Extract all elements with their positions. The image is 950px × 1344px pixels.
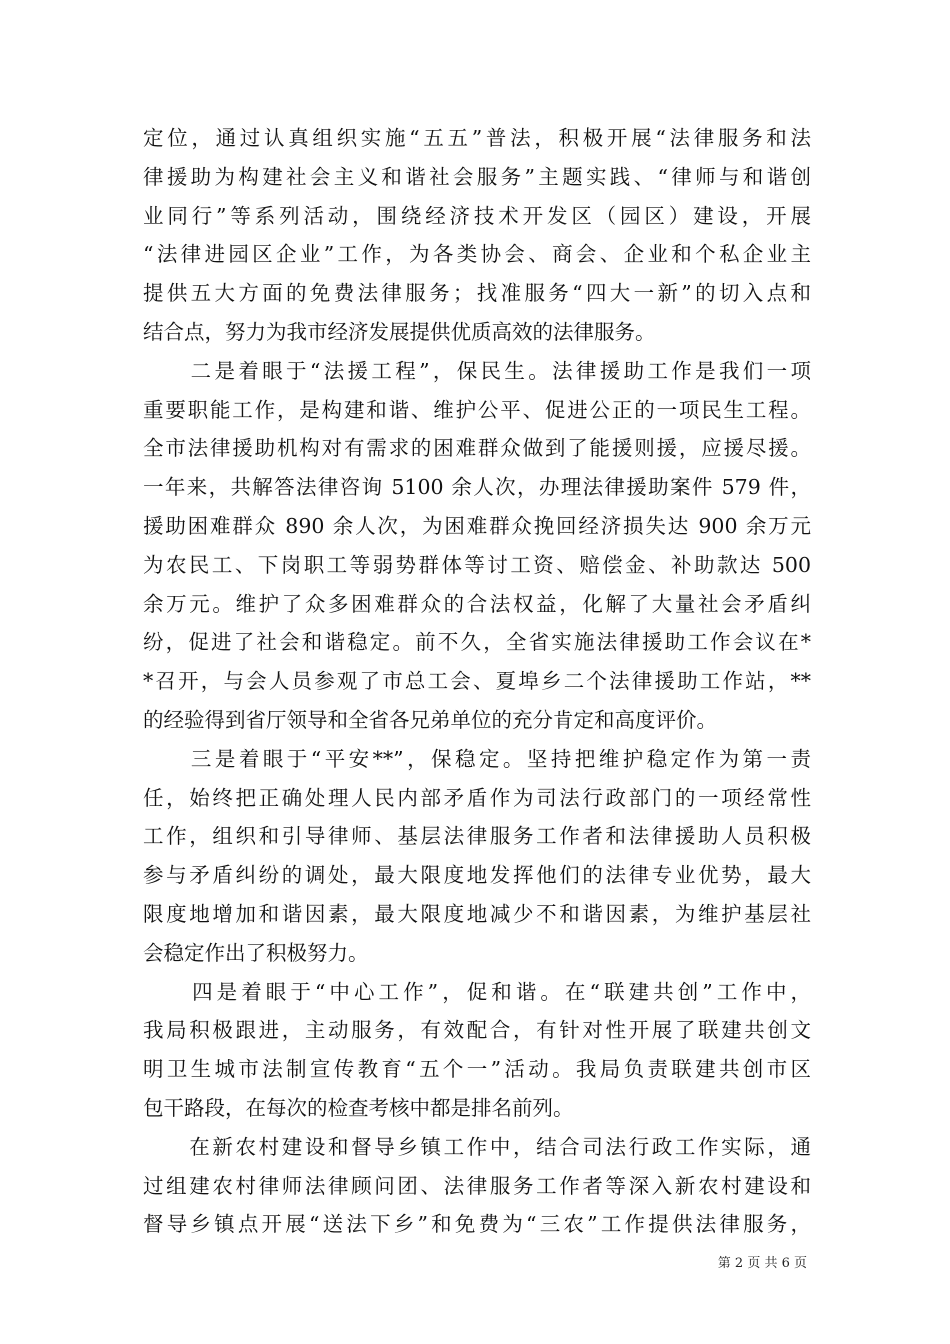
text-line: 定位，通过认真组织实施“五五”普法，积极开展“法律服务和法 [143,126,811,150]
text-line: 三是着眼于“平安**”，保稳定。坚持把维护稳定作为第一责 [143,746,811,771]
text-line: 任，始终把正确处理人民内部矛盾作为司法行政部门的一项经常性 [143,785,811,810]
page-number: 第 2 页 共 6 页 [717,1256,807,1271]
text-line: 在新农村建设和督导乡镇工作中，结合司法行政工作实际，通 [143,1134,811,1159]
text-line: 纷，促进了社会和谐稳定。前不久，全省实施法律援助工作会议在* [143,630,811,655]
text-line: 参与矛盾纠纷的调处，最大限度地发挥他们的法律专业优势，最大 [143,863,811,888]
text-line: 的经验得到省厅领导和全省各兄弟单位的充分肯定和高度评价。 [143,707,717,732]
text-line: 余万元。维护了众多困难群众的合法权益，化解了大量社会矛盾纠 [143,591,811,616]
text-line: 二是着眼于“法援工程”，保民生。法律援助工作是我们一项 [143,358,811,383]
text-line: 四是着眼于“中心工作”，促和谐。在“联建共创”工作中， [143,979,811,1004]
text-line: 一年来，共解答法律咨询 5100 余人次，办理法律援助案件 579 件， [143,475,811,500]
document-body [143,119,811,1244]
text-line: 会稳定作出了积极努力。 [143,940,369,965]
text-line: “法律进园区企业”工作，为各类协会、商会、企业和个私企业主 [143,242,811,267]
text-line: 律援助为构建社会主义和谐社会服务”主题实践、“律师与和谐创 [143,164,811,189]
text-line: 明卫生城市法制宣传教育“五个一”活动。我局负责联建共创市区 [143,1057,811,1082]
text-line: 为农民工、下岗职工等弱势群体等讨工资、赔偿金、补助款达 500 [143,552,811,577]
text-line: 提供五大方面的免费法律服务；找准服务“四大一新”的切入点和 [143,281,811,306]
text-line: 全市法律援助机构对有需求的困难群众做到了能援则援，应援尽援。 [143,436,811,461]
text-line: 援助困难群众 890 余人次，为困难群众挽回经济损失达 900 余万元 [143,513,811,538]
text-line: 业同行”等系列活动，围绕经济技术开发区（园区）建设，开展 [143,203,811,228]
text-line: 督导乡镇点开展“送法下乡”和免费为“三农”工作提供法律服务， [143,1212,811,1237]
text-line: 包干路段，在每次的检查考核中都是排名前列。 [143,1095,574,1120]
text-line: 工作，组织和引导律师、基层法律服务工作者和法律援助人员积极 [143,824,811,849]
text-line: 重要职能工作，是构建和谐、维护公平、促进公正的一项民生工程。 [143,397,811,422]
text-line: 我局积极跟进，主动服务，有效配合，有针对性开展了联建共创文 [143,1018,811,1043]
text-line: 结合点，努力为我市经济发展提供优质高效的法律服务。 [143,319,656,344]
text-line: *召开，与会人员参观了市总工会、夏埠乡二个法律援助工作站，** [143,669,811,694]
text-line: 限度地增加和谐因素，最大限度地减少不和谐因素，为维护基层社 [143,901,811,926]
text-line: 过组建农村律师法律顾问团、法律服务工作者等深入新农村建设和 [143,1173,811,1198]
